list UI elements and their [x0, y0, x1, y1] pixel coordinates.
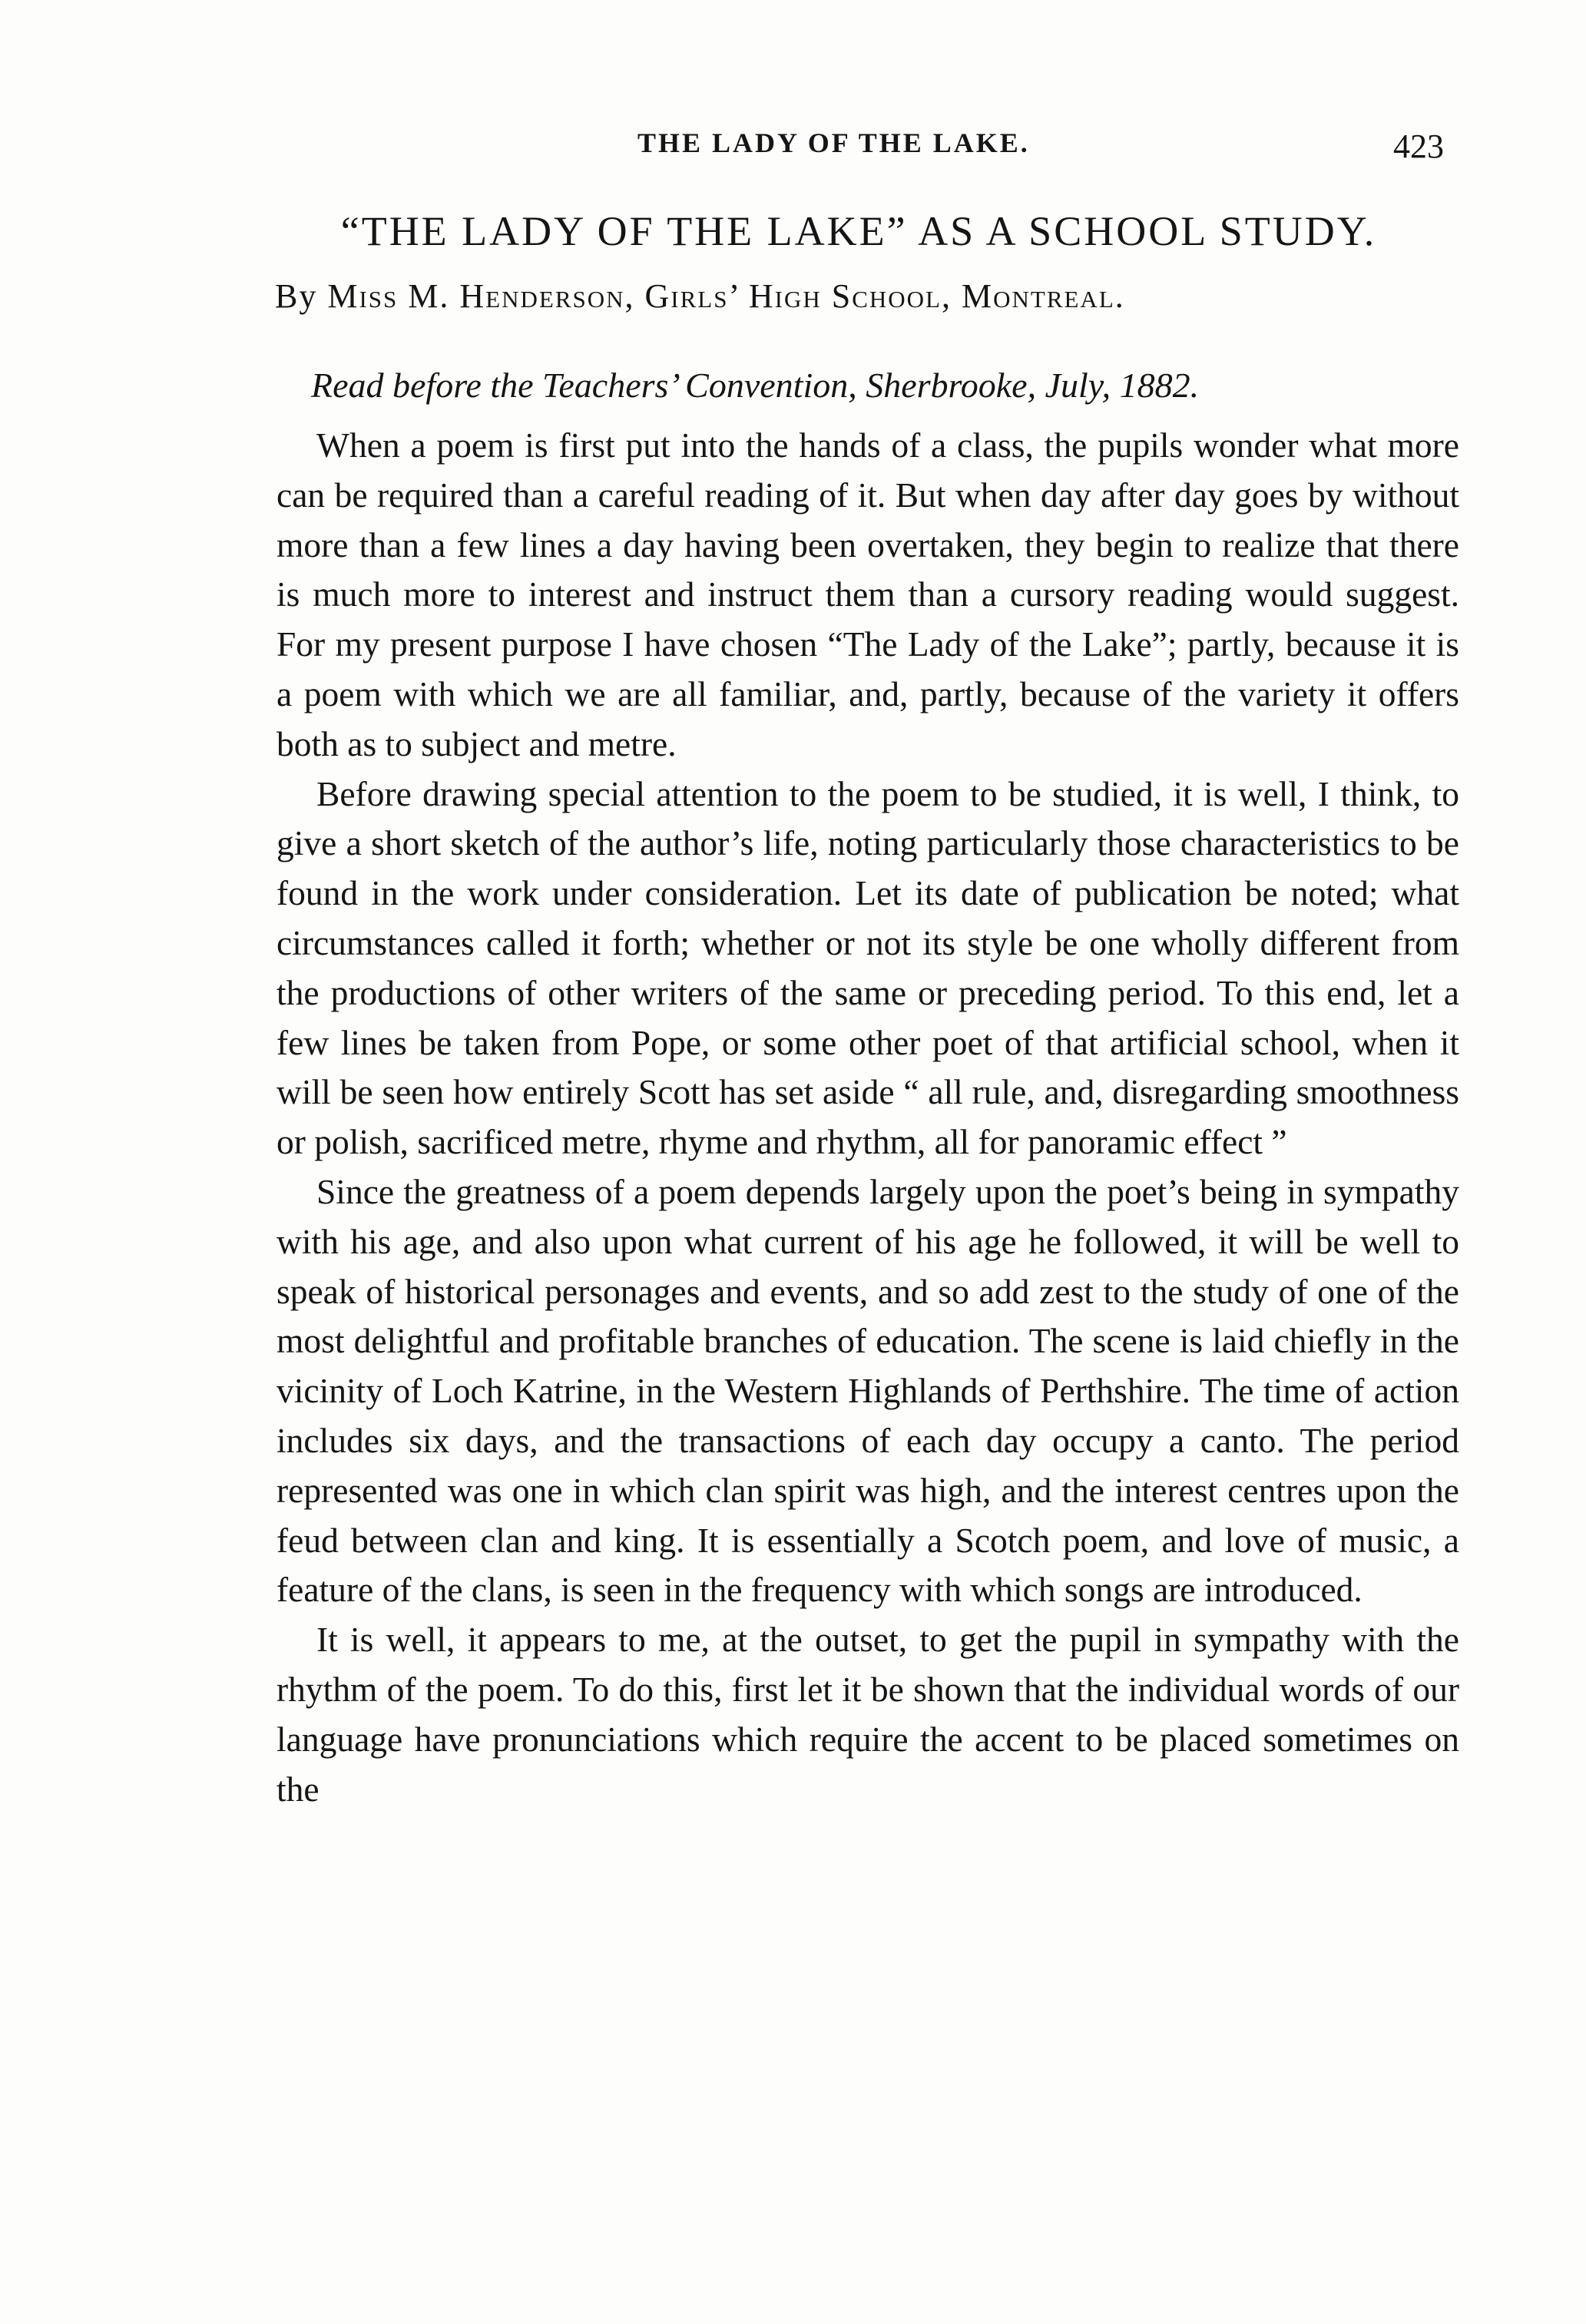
byline-prefix: By	[275, 277, 328, 315]
reading-note: Read before the Teachers’ Convention, Sherbrooke, July, 1882.	[311, 366, 1200, 405]
paragraph-3: Since the greatness of a poem depends largely upon the poet’s being in sympathy with his age, and also upon what current of his age he followed, it will be well to speak of historical personages and events, and so add zest to the study of one of the most delightful and profitable branches of education. The scene is laid chiefly in the vicinity of Loch Katrine, in the Western Highlands of Perthshire. The time of action includes six days, and the transactions of each day occupy a canto. The period represented was one in which clan spirit was high, and the interest centres upon the feud between clan and king. It is essentially a Scotch poem, and love of music, a feature of the clans, is seen in the frequency with which songs are introduced.	[276, 1171, 1459, 1610]
page-number: 423	[1393, 127, 1444, 165]
byline	[275, 276, 1125, 316]
running-head	[276, 127, 1444, 173]
byline-author: Miss M. Henderson, Girls’ High School, Montreal.	[327, 277, 1125, 315]
paragraph-2: Before drawing special attention to the poem to be studied, it is well, I think, to give a short sketch of the author’s life, noting particularly those characteristics to be found in the work under consideration. Let its date of publication be noted; what circumstances called it forth; whether or not its style be one wholly different from the productions of other writers of the same or preceding period. To this end, let a few lines be taken from Pope, or some other poet of that artificial school, when it will be seen how entirely Scott has set aside “ all rule, and, disregarding smoothness or polish, sacrificed metre, rhyme and rhythm, all for panoramic effect ”	[276, 773, 1459, 1162]
paragraph-1: When a poem is first put into the hands of a class, the pupils wonder what more can be required than a careful reading of it. But when day after day goes by without more than a few lines a day having been overtaken, they begin to realize that there is much more to interest and instruct them than a cursory reading would suggest. For my present purpose I have chosen “The Lady of the Lake”; partly, because it is a poem with which we are all familiar, and, partly, because of the variety it offers both as to subject and metre.	[276, 425, 1459, 763]
running-title: THE LADY OF THE LAKE.	[637, 127, 1030, 158]
article-body	[276, 421, 1459, 1814]
paragraph-4: It is well, it appears to me, at the outset, to get the pupil in sympathy with the rhythm of the poem. To do this, first let it be shown that the individual words of our language have pronunciations which require the accent to be placed sometimes on the	[276, 1620, 1459, 1809]
article-title: “THE LADY OF THE LAKE” AS A SCHOOL STUDY.	[340, 208, 1377, 254]
